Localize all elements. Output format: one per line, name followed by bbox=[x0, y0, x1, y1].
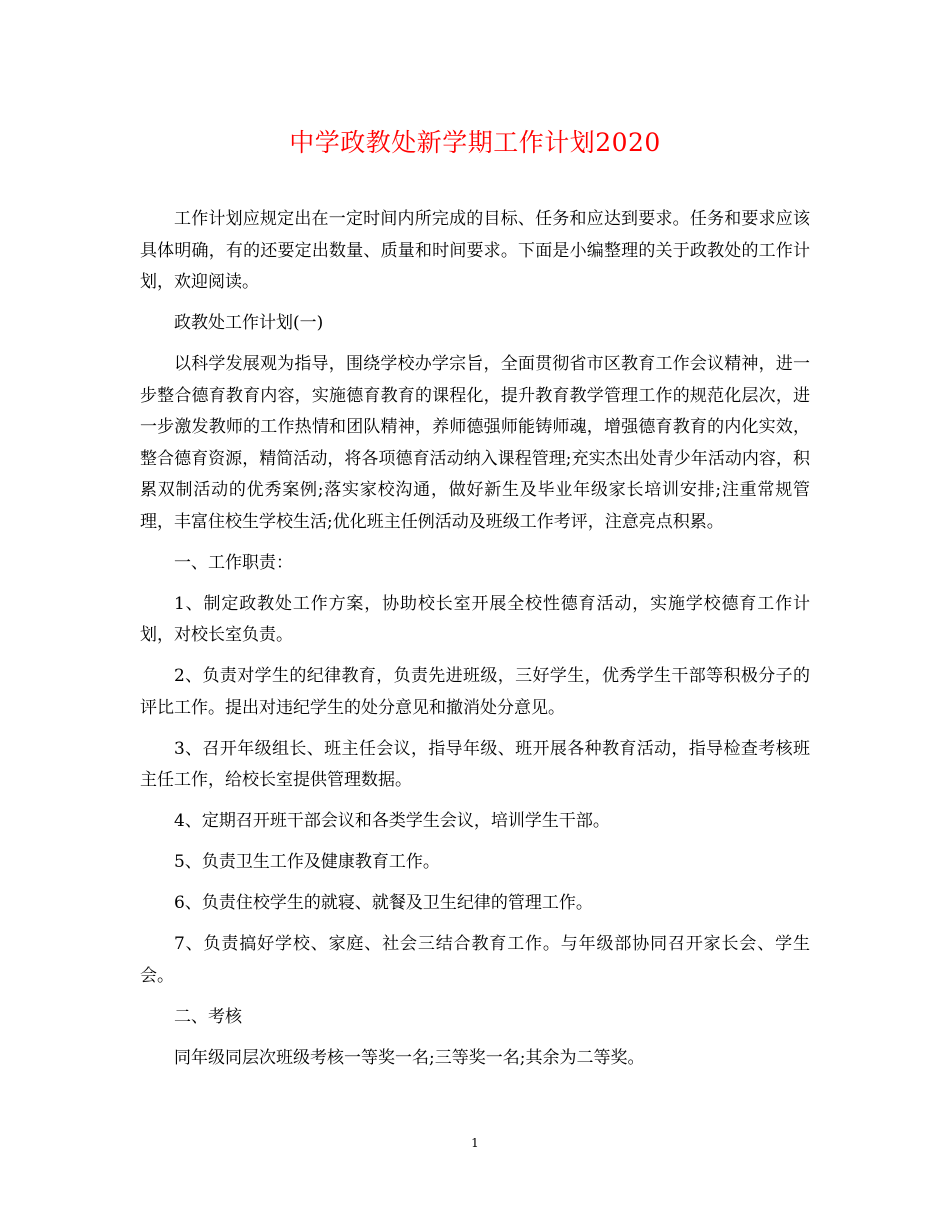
document-title: 中学政教处新学期工作计划2020 bbox=[289, 128, 661, 157]
section-heading-duties: 一、工作职责： bbox=[174, 552, 293, 573]
document-body bbox=[140, 204, 810, 1084]
guiding-principles-paragraph: 以科学发展观为指导，围绕学校办学宗旨，全面贯彻省市区教育工作会议精神，进一步整合德育教育内容，实施德育教育的课程化，提升教育教学管理工作的规范化层次，进一步激发教师的工作热情和团队精神，养师德强师能铸师魂，增强德育教育的内化实效，整合德育资源，精简活动，将各项德育活动纳入课程管理;充实杰出处青少年活动内容，积累双制活动的优秀案例;落实家校沟通，做好新生及毕业年级家长培训安排;注重常规管理，丰富住校生学校生活;优化班主任例活动及班级工作考评，注意亮点积累。 bbox=[140, 354, 810, 532]
duty-item-7: 7、负责搞好学校、家庭、社会三结合教育工作。与年级部协同召开家长会、学生会。 bbox=[140, 934, 810, 986]
duty-item-2: 2、负责对学生的纪律教育，负责先进班级，三好学生，优秀学生干部等积极分子的评比工作。提出对违纪学生的处分意见和撤消处分意见。 bbox=[140, 666, 810, 718]
intro-paragraph: 工作计划应规定出在一定时间内所完成的目标、任务和应达到要求。任务和要求应该具体明确，有的还要定出数量、质量和时间要求。下面是小编整理的关于政教处的工作计划，欢迎阅读。 bbox=[140, 209, 810, 292]
duty-item-6: 6、负责住校学生的就寝、就餐及卫生纪律的管理工作。 bbox=[174, 893, 593, 913]
assessment-paragraph: 同年级同层次班级考核一等奖一名;三等奖一名;其余为二等奖。 bbox=[174, 1047, 645, 1068]
duty-item-5: 5、负责卫生工作及健康教育工作。 bbox=[174, 852, 440, 872]
duty-item-1: 1、制定政教处工作方案，协助校长室开展全校性德育活动，实施学校德育工作计划，对校长室负责。 bbox=[140, 593, 810, 645]
section-heading-assessment: 二、考核 bbox=[174, 1006, 242, 1027]
section-heading-plan-one: 政教处工作计划(一) bbox=[174, 313, 324, 333]
duty-item-4: 4、定期召开班干部会议和各类学生会议，培训学生干部。 bbox=[174, 811, 610, 831]
duty-item-3: 3、召开年级组长、班主任会议，指导年级、班开展各种教育活动，指导检查考核班主任工作，给校长室提供管理数据。 bbox=[140, 738, 810, 790]
page-number: 1 bbox=[471, 1136, 479, 1150]
